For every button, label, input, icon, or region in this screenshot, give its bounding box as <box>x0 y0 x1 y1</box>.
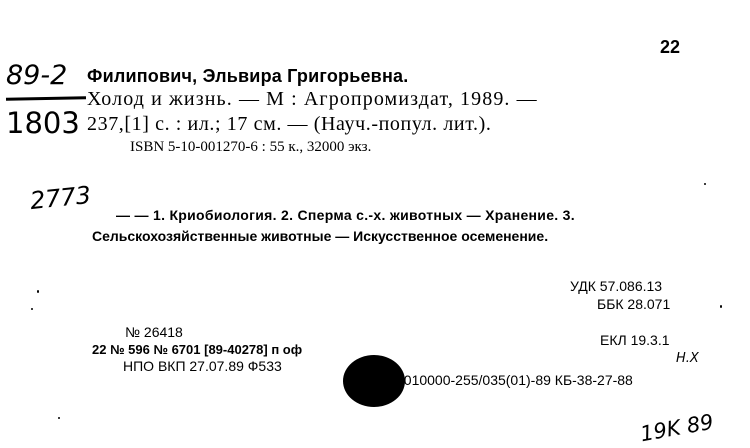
handwritten-nx-mark: H.X <box>676 351 699 366</box>
subjects-line-2: Сельскохозяйственные животные — Искусственное осеменение. <box>92 228 549 244</box>
order-number: № 26418 <box>125 324 183 340</box>
stamp-line-1: 22 № 596 № 6701 [89-40278] п оф <box>92 342 303 357</box>
handwritten-corner-note: 19K 89 <box>638 409 716 447</box>
scan-speck <box>37 290 39 293</box>
scan-speck <box>720 305 722 308</box>
subjects-line-1: — — 1. Криобиология. 2. Сперма с.-х. животных — Хранение. 3. <box>116 207 575 223</box>
handwritten-side-mark: 2773 <box>28 180 93 216</box>
handwritten-index-underline <box>6 96 86 100</box>
title-line: Холод и жизнь. — М : Агропромиздат, 1989. — <box>87 88 538 110</box>
classification-code: 5010000-255/035(01)-89 КБ-38-27-88 <box>396 372 633 388</box>
stamp-line-2: НПО ВКП 27.07.89 Ф533 <box>123 358 282 374</box>
udk-code: УДК 57.086.13 <box>570 278 663 294</box>
handwritten-index-top: 89-2 <box>6 60 68 91</box>
bbk-code: ББК 28.071 <box>597 296 671 312</box>
extent-line: 237,[1] с. : ил.; 17 см. — (Науч.-попул. лит.). <box>87 113 492 135</box>
page-number: 22 <box>660 37 681 57</box>
author-heading: Филипович, Эльвира Григорьевна. <box>87 66 409 86</box>
ekl-code: ЕКЛ 19.3.1 <box>600 332 670 348</box>
scan-speck <box>31 308 33 310</box>
isbn-line: ISBN 5-10-001270-6 : 55 к., 32000 экз. <box>130 139 372 155</box>
scan-speck <box>704 183 706 185</box>
scan-speck <box>58 417 60 419</box>
handwritten-index-bottom: 1803 <box>6 106 80 140</box>
